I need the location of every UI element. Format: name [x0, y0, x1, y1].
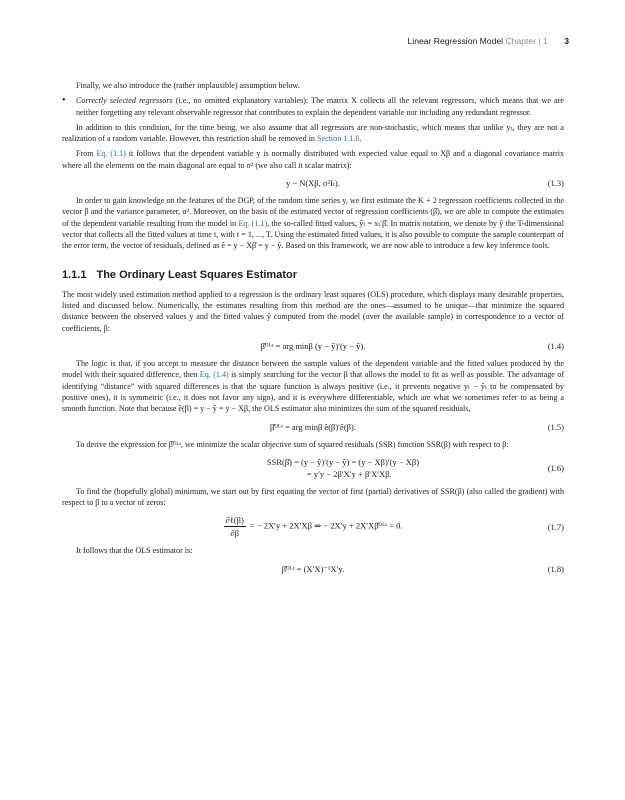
- paragraph-text: .: [359, 134, 362, 144]
- equation-number: (1.4): [547, 341, 564, 352]
- equation-body: y ~ N(Xβ, σ²Iₜ).: [286, 178, 340, 189]
- equation-line: SSR(β̂) = (y − ŷ)′(y − ŷ) = (y − Xβ)′(y − Xβ): [266, 456, 420, 467]
- equation-body: = − 2X′y + 2X′Xβ ⇒ − 2X′y + 2X′Xβ̂ᴼᴸˢ = 0.: [249, 520, 403, 531]
- paragraph-text: The logic is that, if you accept to measure the distance between the sample values of the dependent variable and the fitted values produced by the model with their squared difference, then: [62, 359, 564, 380]
- paragraph-text: is simply searching for the vector β that allows the model to fit as well as possible. The advantage of identifying “distance” with squared differences is that the square function is always positive (i.e., it prevents negative yₜ − ŷₜ to be compensated by positive ones), it is symmetric (i.e., it does not favor any sign), and it is everywhere differentiable, which are what we sometimes refer to as being a smooth function. Note that because ê(β) = y − ŷ = y − Xβ, the OLS estimator also minimizes the sum of the squared residuals,: [62, 370, 565, 414]
- equation-link[interactable]: Eq. (1.1): [238, 218, 268, 228]
- bullet-item: [62, 95, 564, 118]
- equation-1-5: [62, 421, 564, 433]
- equation-1-7: [62, 514, 564, 539]
- equation-link[interactable]: Eq. (1.1): [96, 149, 126, 159]
- equation-1-3: [62, 177, 564, 189]
- paragraph-text: , the so-called fitted values, ŷₜ = xₜ′β̂. In matrix notation, we denote by ŷ the T-dimensional vector that collects all the fitted values at time t, with t = 1, ..., T. Using the estimated fitted values, it is also possible to compute the sample counterpart of the error term, the vector of residuals, defined as ê = y − Xβ̂ = y − ŷ. Based on this framework, we are now able to introduce a few key inference tools.: [62, 218, 564, 251]
- paragraph: To derive the expression for β̂ᴼᴸˢ, we minimize the scalar objective sum of squared residuals (SSR) function SSR(β) with respect to β:: [76, 439, 509, 449]
- equation-line: = y′y − 2β′X′y + β′X′Xβ.: [306, 468, 392, 479]
- equation-number: (1.5): [547, 421, 564, 432]
- paragraph: Finally, we also introduce the (rather implausible) assumption below.: [76, 81, 300, 90]
- paragraph-text: From: [76, 149, 97, 159]
- derivative-fraction: [224, 514, 246, 539]
- section-number: 1.1.1: [62, 268, 87, 281]
- equation-1-8: [62, 563, 564, 575]
- equation-body: [267, 456, 419, 480]
- equation-body: β̂ᴼᴸˢ = arg minβ ê(β)′ê(β).: [270, 421, 356, 432]
- bullet-text: (i.e., no omitted explanatory variables): The matrix X collects all the relevant regressors, which means that we are neither forgetting any relevant observable regressor that contributes to explain the dependent variable nor including any redundant regressor.: [76, 96, 564, 117]
- equation-1-4: [62, 340, 564, 352]
- section-heading: [62, 270, 564, 281]
- header-chapter: Chapter | 1: [505, 36, 548, 46]
- paragraph: [62, 148, 564, 171]
- equation-number: (1.3): [547, 178, 564, 189]
- equation-link[interactable]: Eq. (1.4): [199, 370, 229, 380]
- paragraph-text: In addition to this condition, for the time being, we also assume that all regressors are non-stochastic, which means that unlike yₜ, they are not a realization of a random variable. However, this restriction shall be removed in: [62, 122, 564, 144]
- equation-number: (1.7): [547, 521, 564, 532]
- paragraph-text: it follows that the dependent variable y is normally distributed with expected value equal to Xβ and a diagonal covariance matrix where all the elements on the main diagonal are equal to σ² (we also call it scalar matrix):: [62, 149, 564, 170]
- equation-body: β̂ᴼᴸˢ = arg minβ (y − ŷ)′(y − ŷ).: [260, 341, 366, 352]
- equation-number: (1.6): [547, 462, 564, 473]
- fraction-numerator: ∂ℓ(β): [225, 515, 244, 526]
- equation-number: (1.8): [547, 563, 564, 574]
- paragraph: It follows that the OLS estimator is:: [76, 546, 193, 556]
- running-header: [408, 36, 569, 46]
- section-link[interactable]: Section 1.1.6: [317, 134, 360, 144]
- paragraph: [62, 358, 564, 414]
- section-title: The Ordinary Least Squares Estimator: [96, 268, 297, 281]
- page-number: 3: [564, 36, 569, 46]
- paragraph-text: In order to gain knowledge on the features of the DGP, of the random time series y, we first estimate the K + 2 regression coefficients collected in the vector β and the variance parameter, σ². Moreover, on the basis of the estimated vector of regression coefficients (β̂), we are able to compute the estimates of the dependent variable resulting from the model in: [62, 196, 564, 228]
- paragraph: To find the (hopefully global) minimum, we start out by first equating the vector of first (partial) derivatives of SSR(β) (also called the gradient) with respect to β to a vector of zeros:: [62, 486, 564, 508]
- equation-body: β̂ᴼᴸˢ = (X′X)⁻¹X′y.: [281, 563, 345, 574]
- fraction-denominator: ∂β: [230, 528, 239, 539]
- page-body: [62, 80, 564, 581]
- paragraph: The most widely used estimation method applied to a regression is the ordinary least squares (OLS) procedure, which displays many desirable properties, listed and discussed below. Numerically, the estimates resulting from this method are the ones—assumed to be unique—that minimize the squared distance between the observed values y and the fitted values ŷ computed from the model (over the available sample) in correspondence to a vector of coefficients, β:: [62, 289, 564, 333]
- equation-1-6: [62, 456, 564, 480]
- paragraph: [62, 122, 564, 145]
- header-title: Linear Regression Model: [407, 36, 504, 46]
- bullet-term: Correctly selected regressors: [76, 96, 173, 106]
- paragraph: [62, 195, 564, 251]
